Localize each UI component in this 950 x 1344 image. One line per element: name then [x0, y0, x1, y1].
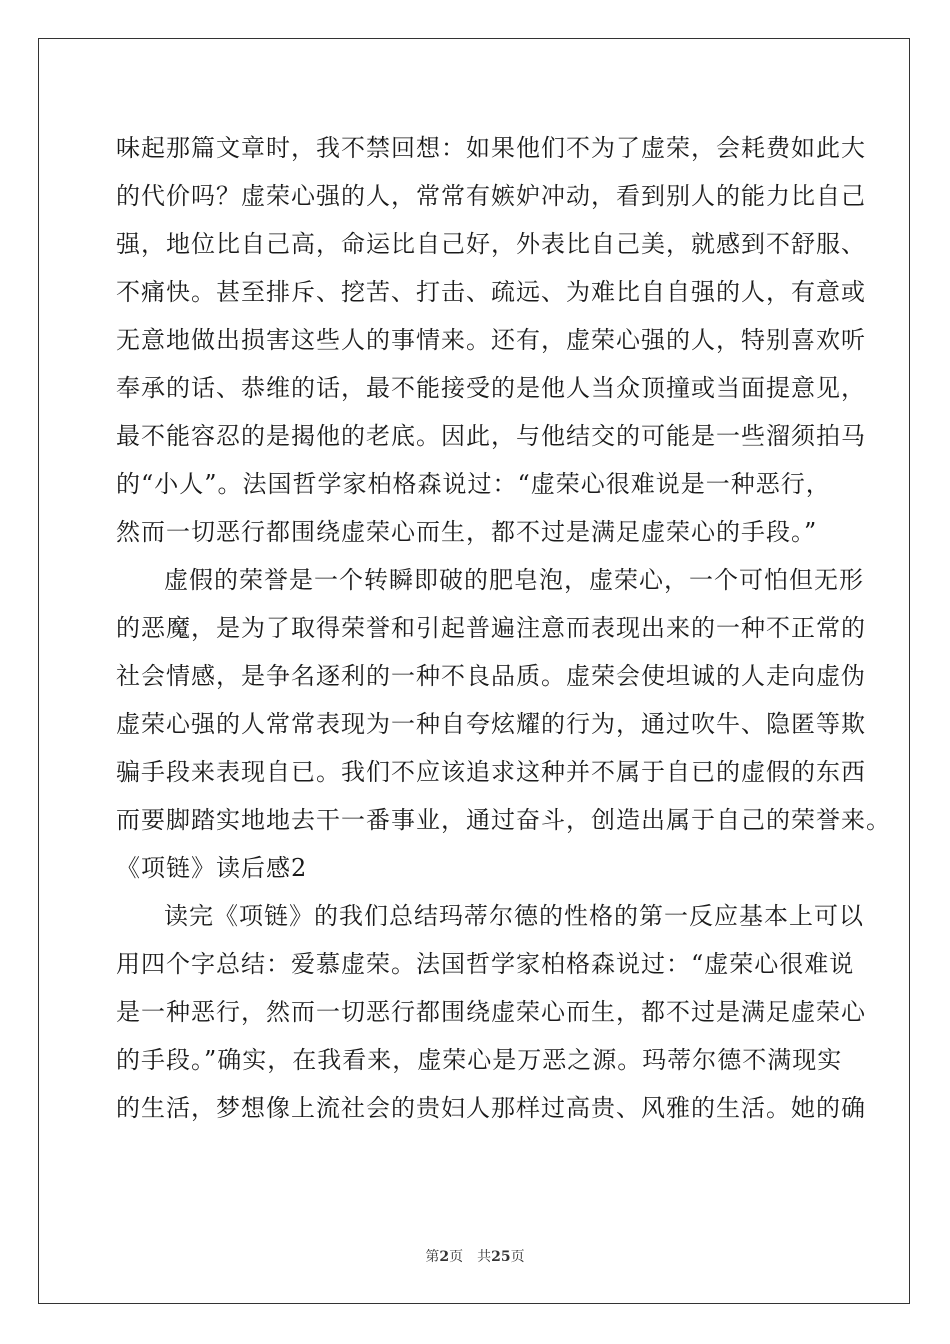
total-page-number: 25 — [491, 1249, 511, 1265]
text-line: 最不能容忍的是揭他的老底。因此，与他结交的可能是一些溜须拍马 — [116, 422, 866, 450]
text-line: 无意地做出损害这些人的事情来。还有，虚荣心强的人，特别喜欢听 — [116, 326, 866, 354]
text-line: 是一种恶行，然而一切恶行都围绕虚荣心而生，都不过是满足虚荣心 — [116, 998, 866, 1026]
current-page-number: 2 — [439, 1249, 450, 1265]
footer-mid: 页 共 — [449, 1249, 492, 1265]
text-line: 强，地位比自己高，命运比自己好，外表比自己美，就感到不舒服、 — [116, 230, 866, 258]
text-line: 社会情感，是争名逐利的一种不良品质。虚荣会使坦诚的人走向虚伪 — [116, 662, 866, 690]
text-line: 骗手段来表现自已。我们不应该追求这种并不属于自已的虚假的东西 — [116, 758, 866, 786]
footer-suffix: 页 — [510, 1249, 525, 1265]
document-body — [116, 124, 891, 1132]
paragraph-start-line: 虚假的荣誉是一个转瞬即破的肥皂泡，虚荣心，一个可怕但无形 — [164, 566, 864, 594]
text-line: 用四个字总结：爱慕虚荣。法国哲学家柏格森说过：“虚荣心很难说 — [116, 950, 855, 978]
text-line: 而要脚踏实地地去干一番事业，通过奋斗，创造出属于自己的荣誉来。 — [116, 806, 891, 834]
text-line: 的代价吗？虚荣心强的人，常常有嫉妒冲动，看到别人的能力比自己 — [116, 182, 866, 210]
text-line: 的生活，梦想像上流社会的贵妇人那样过高贵、风雅的生活。她的确 — [116, 1094, 866, 1122]
text-line: 虚荣心强的人常常表现为一种自夸炫耀的行为，通过吹牛、隐匿等欺 — [116, 710, 866, 738]
paragraph-start-line: 读完《项链》的我们总结玛蒂尔德的性格的第一反应基本上可以 — [164, 902, 864, 930]
text-line: 的恶魔，是为了取得荣誉和引起普遍注意而表现出来的一种不正常的 — [116, 614, 866, 642]
section-heading: 《项链》读后感2 — [116, 854, 308, 882]
text-line: 然而一切恶行都围绕虚荣心而生，都不过是满足虚荣心的手段。” — [116, 518, 818, 546]
text-line: 味起那篇文章时，我不禁回想：如果他们不为了虚荣，会耗费如此大 — [116, 134, 866, 162]
text-line: 的手段。”确实，在我看来，虚荣心是万恶之源。玛蒂尔德不满现实 — [116, 1046, 843, 1074]
text-line: 的“小人”。法国哲学家柏格森说过：“虚荣心很难说是一种恶行， — [116, 470, 831, 498]
page-footer — [0, 1246, 950, 1266]
text-line: 不痛快。甚至排斥、挖苦、打击、疏远、为难比自自强的人，有意或 — [116, 278, 866, 306]
text-line: 奉承的话、恭维的话，最不能接受的是他人当众顶撞或当面提意见， — [116, 374, 866, 402]
footer-prefix: 第 — [425, 1249, 440, 1265]
